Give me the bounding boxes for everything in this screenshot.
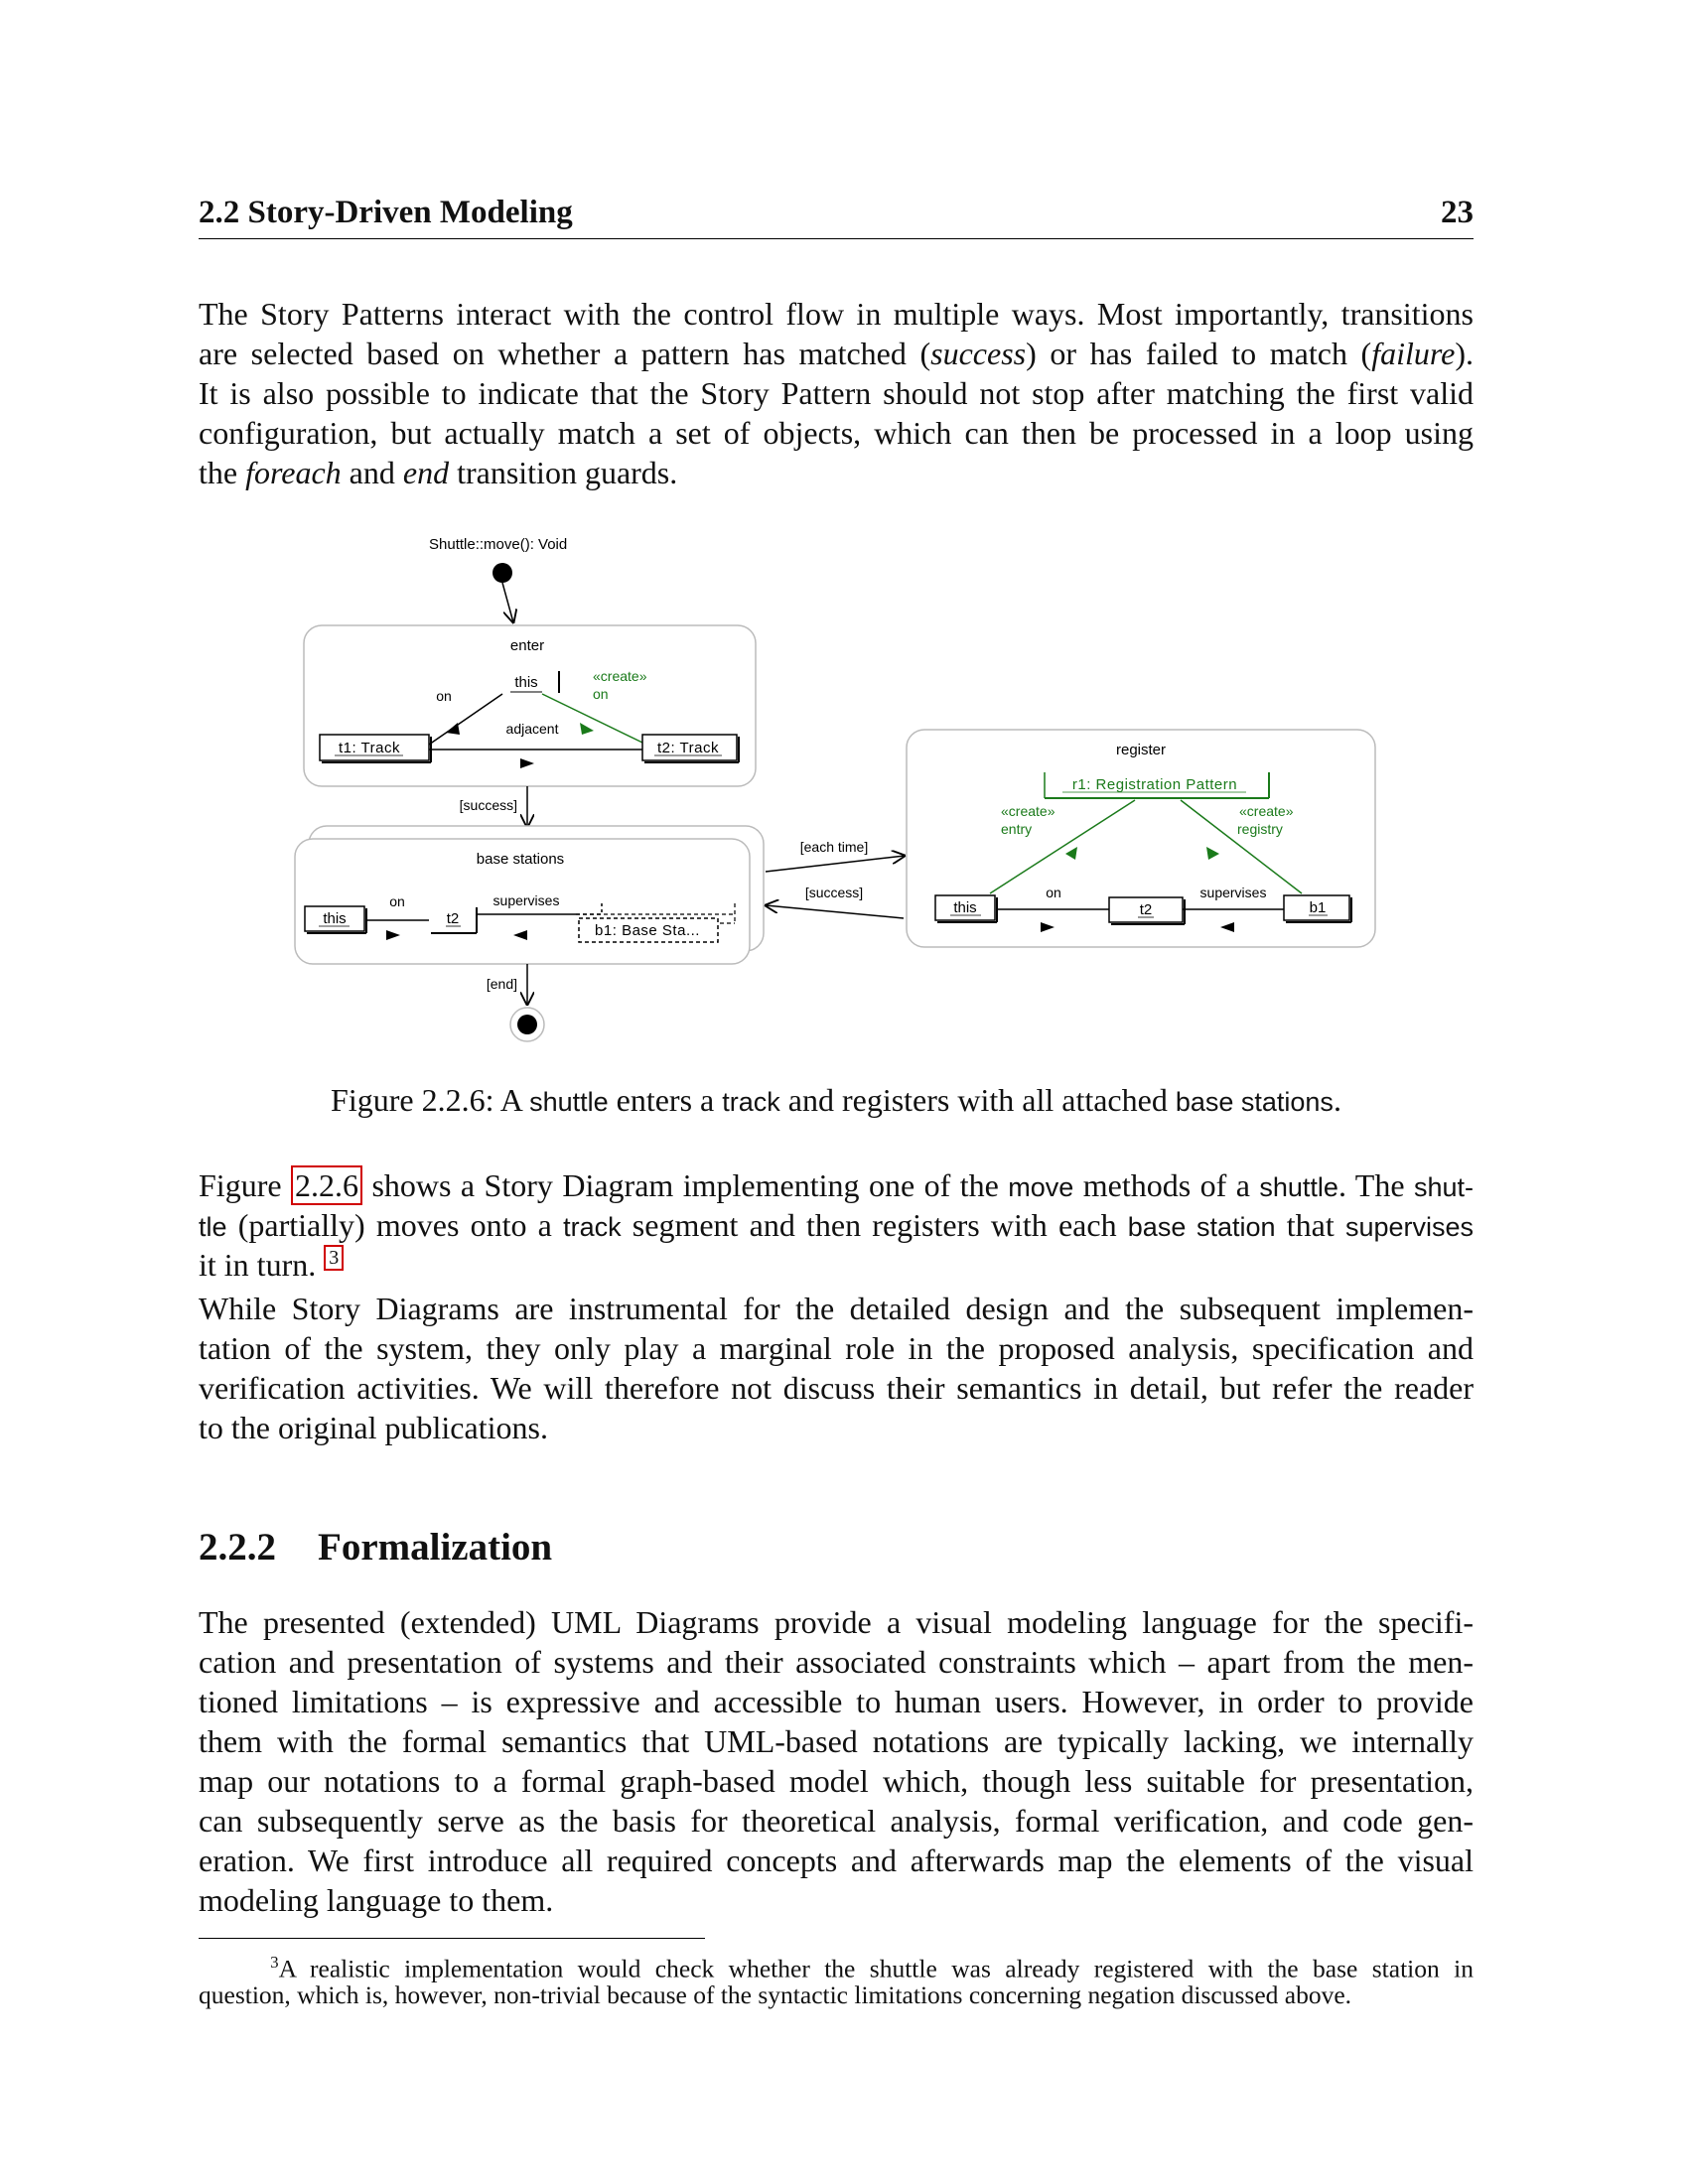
each-time-label: [each time] (799, 839, 869, 855)
register-t2-object: t2 (1139, 901, 1153, 918)
enter-this-object: this (514, 674, 538, 691)
section-title: Formalization (318, 1526, 553, 1569)
paragraph-4 (199, 1602, 1474, 1920)
register-create-2: «create» (1239, 803, 1294, 819)
para4-line-6: can subsequently serve as the basis for theoretical analysis, formal verification, and code gen- (199, 1803, 1474, 1839)
base-stations-label: base stations (476, 851, 565, 868)
caption-base-stations: base stations (1175, 1087, 1334, 1117)
register-supervises-label: supervises (1199, 885, 1267, 900)
failure-term: failure (1371, 336, 1456, 371)
para1-line-1: The Story Patterns interact with the control flow in multiple ways. Most importantly, transitions (199, 296, 1474, 332)
para2-line-2: tle (partially) moves onto a track segment and then registers with each base station that supervises (199, 1207, 1475, 1243)
para4-line-4: them with the formal semantics that UML-based notations are typically lacking, we internally (199, 1723, 1474, 1759)
para1-line-5: the foreach and end transition guards. (199, 455, 678, 490)
register-create-1: «create» (1001, 803, 1055, 819)
para3-line-1: While Story Diagrams are instrumental for the detailed design and the subsequent implemen- (199, 1291, 1474, 1326)
running-header (199, 195, 1474, 239)
base-on-label: on (389, 893, 405, 909)
para3-line-4: to the original publications. (199, 1410, 548, 1445)
section-number: 2.2.2 (199, 1526, 276, 1569)
footnote-rule (199, 1938, 705, 1939)
enter-activity-label: enter (509, 637, 545, 654)
figure-caption: Figure 2.2.6: A shuttle enters a track and registers with all attached base stations. (331, 1082, 1341, 1118)
footnote-ref-link[interactable]: 3 (324, 1245, 344, 1271)
para3-line-2: tation of the system, they only play a marginal role in the proposed analysis, specification and (199, 1330, 1474, 1366)
register-entry-label: entry (1001, 821, 1033, 837)
register-registry-label: registry (1237, 821, 1283, 837)
footnote (199, 1946, 1474, 2011)
footnote-line-2: question, which is, however, non-trivial because of the syntactic limitations concerning negation discussed above. (199, 1980, 1352, 2009)
footnote-mark: 3 (270, 1953, 279, 1972)
register-this-object: this (953, 899, 977, 916)
register-on-label: on (1046, 885, 1061, 900)
register-r1-object: r1: Registration Pattern (1071, 776, 1238, 793)
enter-create-stereotype: «create» (593, 668, 647, 684)
enter-t2-track: t2: Track (656, 740, 720, 756)
footnote-line-1: $^3$A realistic implementation would check whether the shuttle was already registered with the base station in (270, 1953, 1475, 1983)
section-heading (199, 1525, 552, 1570)
success-term: success (930, 336, 1027, 371)
para4-line-5: map our notations to a formal graph-based model which, though less suitable for presentation, (199, 1763, 1474, 1799)
base-t2-object: t2 (446, 910, 460, 927)
story-diagram (278, 516, 1390, 1052)
para4-line-1: The presented (extended) UML Diagrams provide a visual modeling language for the specifi- (199, 1604, 1474, 1640)
success-transition-2 (766, 905, 904, 918)
para4-line-2: cation and presentation of systems and their associated constraints which – apart from the men- (199, 1644, 1474, 1680)
para2-line-1: Figure 2.2.6 shows a Story Diagram implementing one of the move methods of a shuttle. The shut- (199, 1167, 1475, 1203)
start-node (492, 563, 512, 583)
success-label-1: [success] (459, 797, 517, 813)
enter-create-on: on (593, 686, 609, 702)
end-term: end (402, 455, 450, 490)
register-activity-label: register (1115, 742, 1167, 758)
para3-line-3: verification activities. We will therefore not discuss their semantics in detail, but refer the reader (199, 1370, 1474, 1406)
each-time-transition (766, 856, 905, 872)
enter-adjacent-label: adjacent (505, 721, 559, 737)
start-transition (502, 583, 513, 622)
header-section-title: 2.2 Story-Driven Modeling (199, 195, 573, 230)
success-label-2: [success] (804, 885, 864, 900)
method-title: Shuttle::move(): Void (429, 536, 568, 553)
figure-ref-link[interactable]: 2.2.6 (291, 1165, 362, 1205)
foreach-term: foreach (245, 455, 342, 490)
caption-track: track (722, 1087, 780, 1117)
para4-line-7: eration. We first introduce all required concepts and afterwards map the elements of the visual (199, 1843, 1474, 1878)
base-b1-object: b1: Base Sta... (595, 922, 700, 939)
paragraph-1 (199, 294, 1474, 492)
enter-on-label: on (436, 688, 452, 704)
para1-line-3: It is also possible to indicate that the Story Pattern should not stop after matching the first valid (199, 375, 1474, 411)
end-label: [end] (486, 976, 517, 992)
enter-t1-track: t1: Track (338, 740, 401, 756)
paragraph-3 (199, 1289, 1474, 1447)
caption-shuttle: shuttle (529, 1087, 609, 1117)
para1-line-4: configuration, but actually match a set of objects, which can then be processed in a loop using (199, 415, 1474, 451)
para1-line-2: are selected based on whether a pattern has matched (success) or has failed to match (failure). (199, 336, 1474, 371)
para2-line-3: it in turn. $^3$ (199, 1245, 1474, 1285)
base-supervises-label: supervises (492, 892, 560, 908)
register-b1-object: b1 (1309, 899, 1327, 916)
header-page-number: 23 (1441, 195, 1474, 230)
para4-line-8: modeling language to them. (199, 1882, 554, 1918)
para4-line-3: tioned limitations – is expressive and accessible to human users. However, in order to provide (199, 1684, 1474, 1719)
base-this-object: this (323, 910, 347, 927)
end-node (517, 1015, 537, 1034)
paragraph-2 (199, 1165, 1474, 1285)
